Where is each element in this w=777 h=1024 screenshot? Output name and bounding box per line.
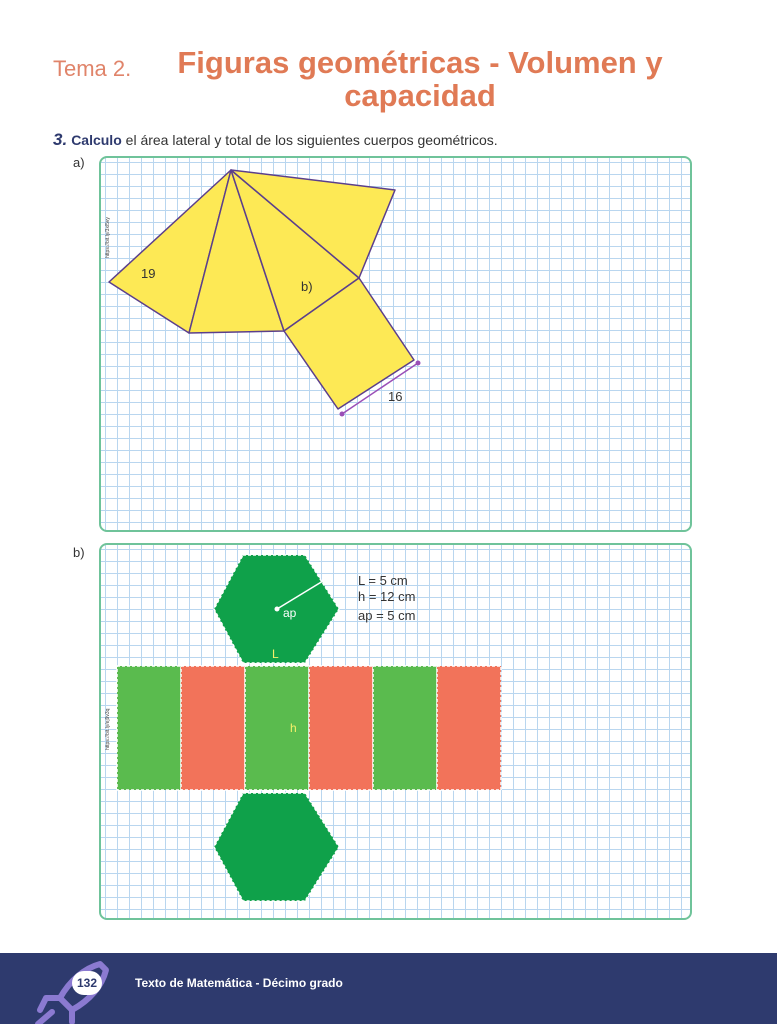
measure-apothem: ap = 5 cm: [358, 608, 416, 623]
lateral-face-3: [245, 666, 309, 790]
apothem-label: ap: [283, 606, 297, 620]
dimension-endpoint-2: [416, 361, 421, 366]
part-b-grid-panel: [99, 543, 692, 920]
page-number: 132: [72, 971, 102, 995]
lateral-face-4: [309, 666, 373, 790]
part-b-url: https://bit.ly/ej9v3q: [105, 708, 111, 750]
hexagon-center: [275, 607, 280, 612]
base-dimension-label: 16: [388, 389, 403, 404]
bottom-hexagon: [214, 793, 339, 901]
edge-label: L: [272, 647, 279, 661]
part-a-url: https://bit.ly/3xl5vy: [105, 217, 111, 258]
part-b-label: b): [73, 545, 85, 560]
prism-net-figure: [101, 545, 690, 918]
exercise-number: 3.: [53, 130, 68, 149]
footer-text: Texto de Matemática - Décimo grado: [135, 976, 343, 990]
page-title: Figuras geométricas - Volumen y capacidad: [177, 45, 663, 113]
exercise-instruction: [53, 130, 498, 150]
pyramid-net-figure: [101, 158, 690, 530]
lateral-face-6: [437, 666, 501, 790]
measure-height: h = 12 cm: [358, 589, 416, 604]
lateral-face-1: [117, 666, 181, 790]
measure-edge: L = 5 cm: [358, 573, 408, 588]
topic-number: Tema 2.: [53, 56, 132, 81]
inner-label: b): [301, 279, 313, 294]
dimension-endpoint-1: [340, 412, 345, 417]
part-a-grid-panel: [99, 156, 692, 532]
lateral-face-2: [181, 666, 245, 790]
height-label: h: [290, 721, 297, 735]
exercise-verb: Calculo: [71, 132, 122, 148]
part-a-label: a): [73, 155, 85, 170]
slant-dimension-label: 19: [141, 266, 156, 281]
exercise-text: el área lateral y total de los siguientes cuerpos geométricos.: [121, 132, 498, 148]
lateral-face-5: [373, 666, 437, 790]
